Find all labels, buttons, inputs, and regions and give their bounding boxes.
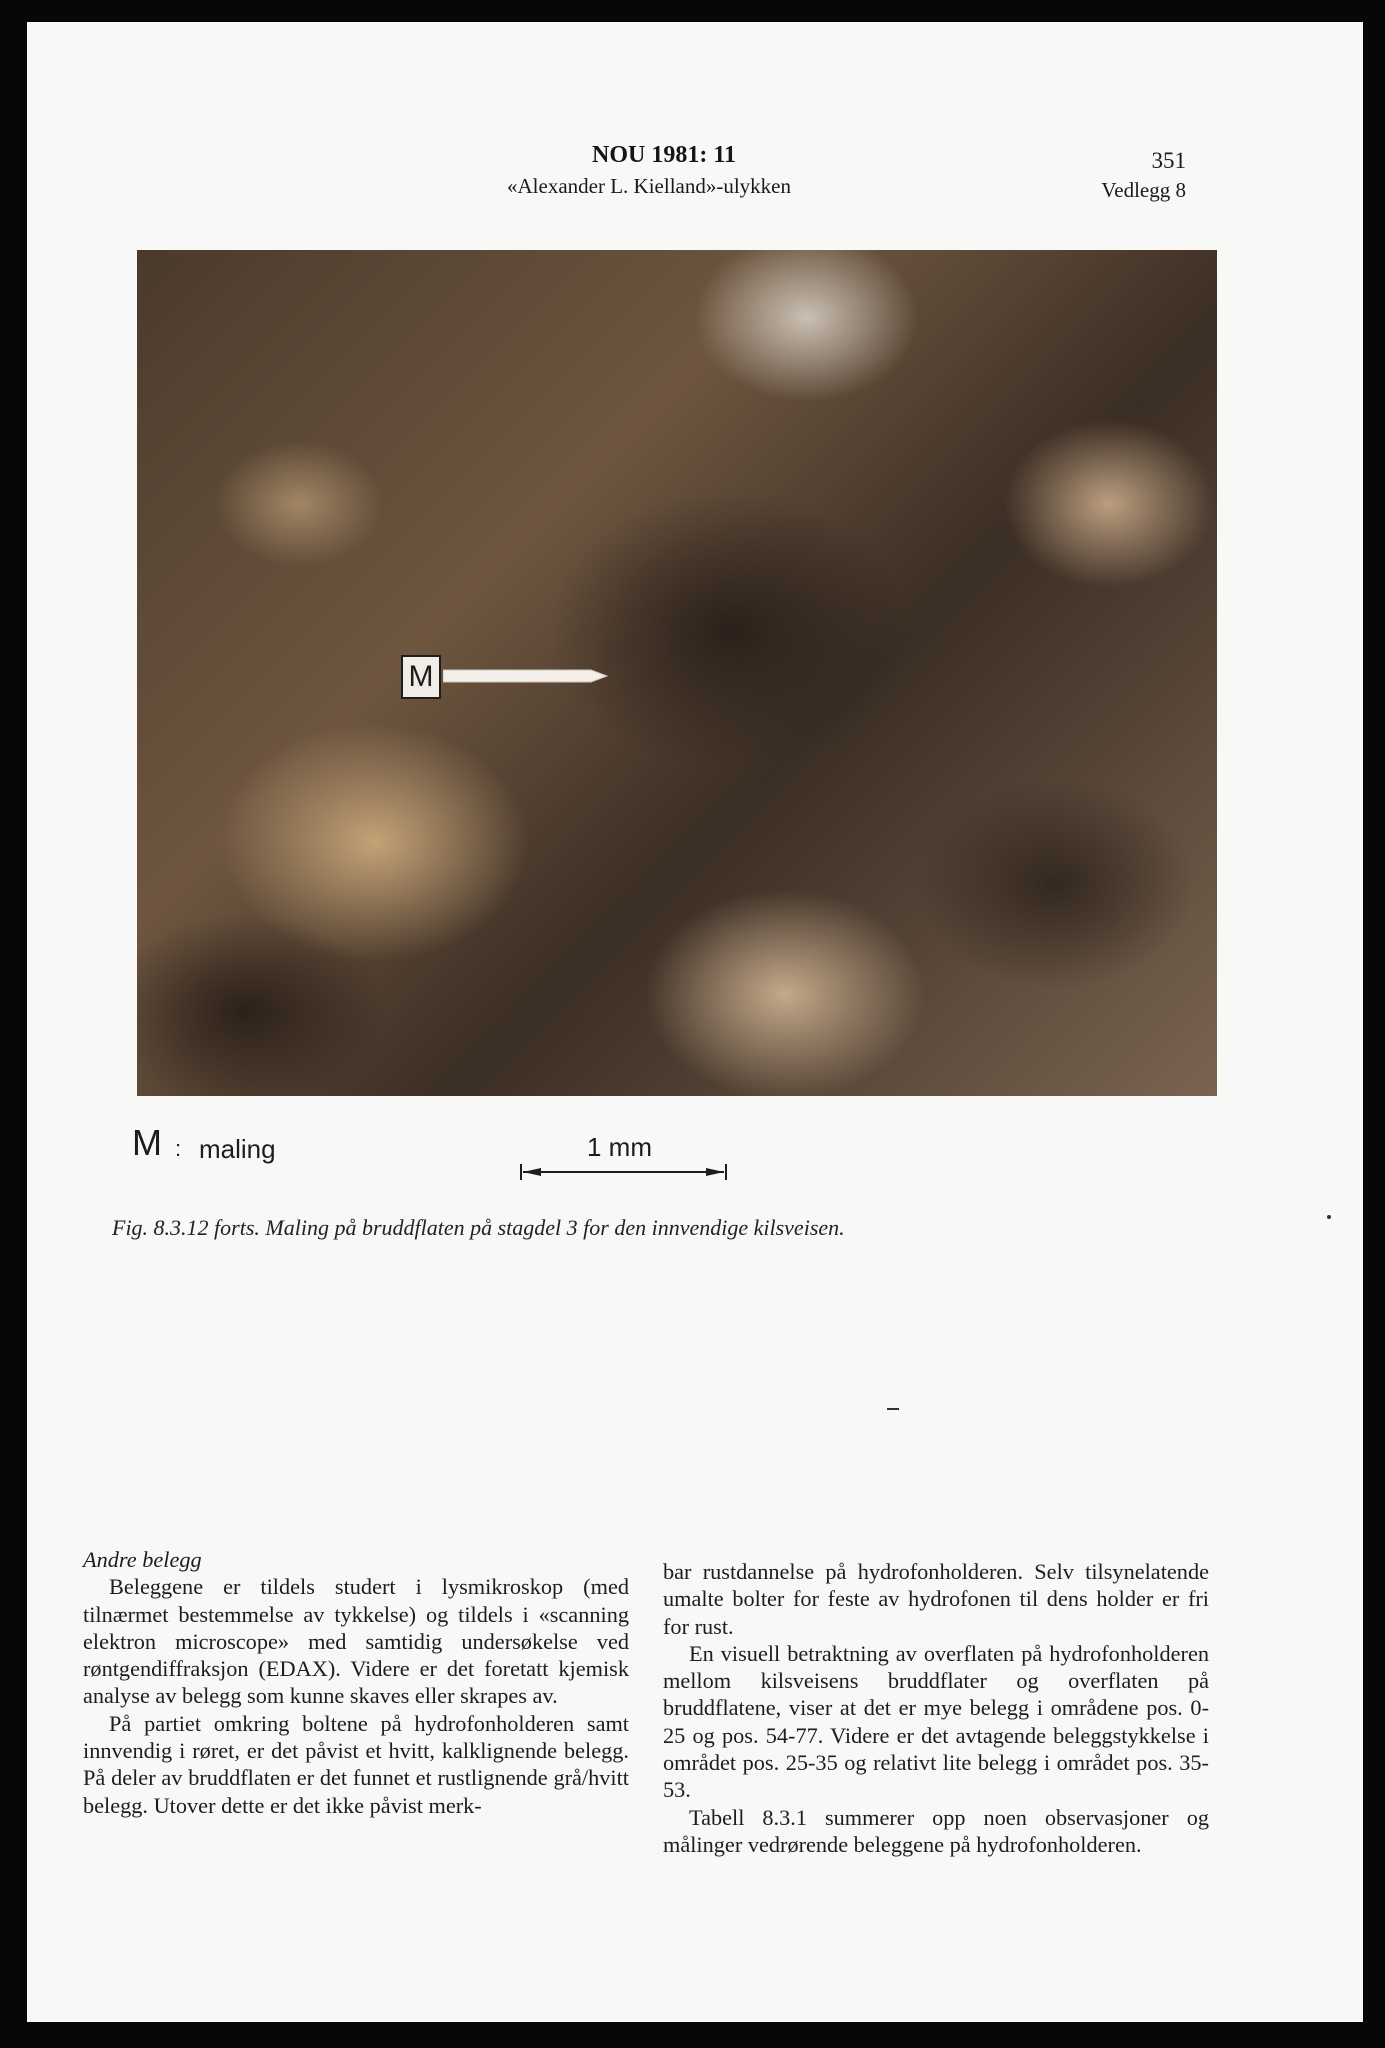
fracture-surface-photo bbox=[137, 250, 1217, 1096]
appendix-label: Vedlegg 8 bbox=[1101, 178, 1186, 202]
scan-speck bbox=[1327, 1215, 1331, 1219]
body-paragraph: En visuell betraktning av overflaten på hydrofonholderen mellom kilsveisens bruddflater og overflaten på bruddflatene, viser at det er mye belegg i områdene pos. 0-25 og pos. 54-77. Videre er det avtagende beleggstykkelse i området pos. 25-35 og relativt lite belegg i området pos. 35-53. bbox=[663, 1640, 1209, 1803]
body-column-left bbox=[83, 1546, 629, 1819]
legend-text: maling bbox=[199, 1134, 276, 1164]
report-title: NOU 1981: 11 bbox=[592, 142, 736, 168]
body-paragraph: Beleggene er tildels studert i lysmikroskop (med tilnærmet bestemmelse av tykkelse) og tildels i «scanning elektron microscope» med samtidig undersøkelse ved røntgendiffraksjon (EDAX). Videre er det foretatt kjemisk analyse av belegg som kunne skaves eller skrapes av. bbox=[83, 1574, 629, 1709]
legend-separator: : bbox=[175, 1136, 182, 1161]
scan-speck bbox=[887, 1408, 899, 1410]
body-paragraph: bar rustdannelse på hydrofonholderen. Selv tilsynelatende umalte bolter for feste av hydrofonen til dens holder er fri for rust. bbox=[663, 1559, 1209, 1639]
figure-caption: Fig. 8.3.12 forts. Maling på bruddflaten på stagdel 3 for den innvendige kilsveisen. bbox=[112, 1215, 845, 1240]
legend-symbol: M bbox=[132, 1122, 162, 1163]
report-subtitle: «Alexander L. Kielland»-ulykken bbox=[507, 174, 791, 198]
body-column-right bbox=[663, 1558, 1209, 1858]
scale-bar-icon bbox=[519, 1162, 729, 1182]
page-number: 351 bbox=[1151, 148, 1186, 173]
document-page bbox=[27, 22, 1363, 2022]
scale-bar-label: 1 mm bbox=[587, 1132, 652, 1162]
paint-marker-label: M bbox=[401, 655, 441, 699]
section-subheading: Andre belegg bbox=[83, 1547, 202, 1572]
body-paragraph: På partiet omkring boltene på hydrofonholderen samt innvendig i røret, er det påvist et hvitt, kalklignende belegg. På deler av bruddflaten er det funnet et rustlignende grå/hvitt belegg. Utover dette er det ikke påvist merk- bbox=[83, 1710, 629, 1818]
paint-marker-arrow-icon bbox=[443, 666, 613, 686]
body-paragraph: Tabell 8.3.1 summerer opp noen observasjoner og målinger vedrørende beleggene på hydrofonholderen. bbox=[663, 1804, 1209, 1857]
